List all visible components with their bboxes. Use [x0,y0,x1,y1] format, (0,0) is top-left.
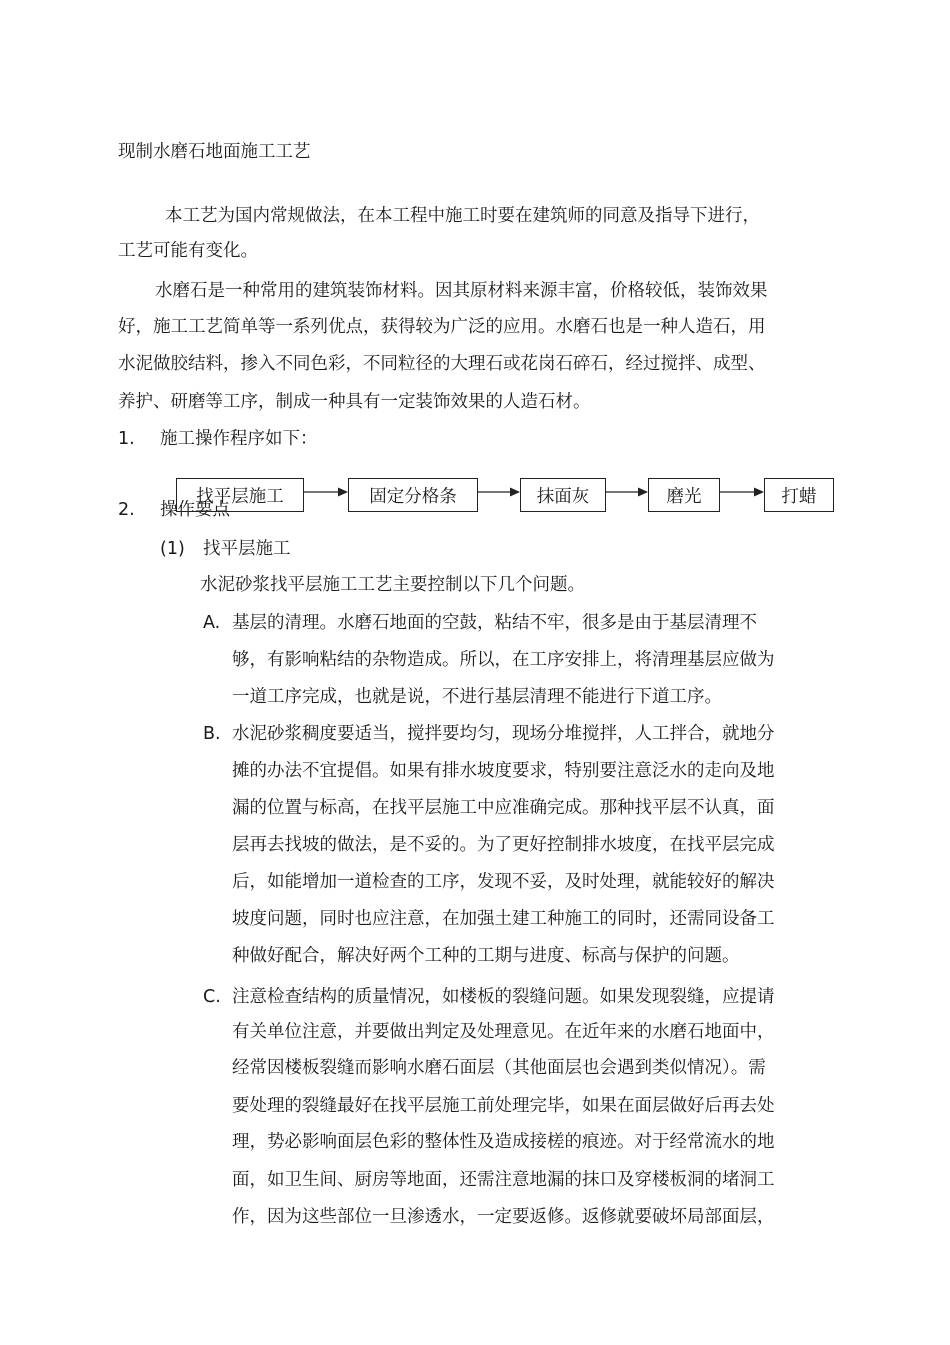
item-c-line: 注意检查结构的质量情况，如楼板的裂缝问题。如果发现裂缝，应提请 [232,987,775,1007]
item-c-line: 理，势必影响面层色彩的整体性及造成接槎的痕迹。对于经常流水的地 [232,1132,775,1152]
item-b-label: B. [203,724,221,744]
item-b-line: 种做好配合，解决好两个工种的工期与进度、标高与保护的问题。 [232,946,740,966]
flow-step-surface-plaster: 抹面灰 [520,478,606,512]
item-a-line: 够，有影响粘结的杂物造成。所以，在工序安排上，将清理基层应做为 [232,650,775,670]
item-c-line: 作，因为这些部位一旦渗透水，一定要返修。返修就要破坏局部面层， [232,1207,775,1227]
item-b-line: 坡度问题，同时也应注意，在加强土建工种施工的同时，还需同设备工 [232,909,775,929]
section-1-heading: 施工操作程序如下： [160,429,318,449]
flow-step-leveling: 找平层施工 [176,478,304,512]
para2-line-4: 养护、研磨等工序，制成一种具有一定装饰效果的人造石材。 [118,392,591,412]
flow-arrow-icon [606,484,648,500]
intro-line-1: 本工艺为国内常规做法，在本工程中施工时要在建筑师的同意及指导下进行， [165,206,760,226]
flow-arrow-icon [304,484,348,500]
item-c-line: 要处理的裂缝最好在找平层施工前处理完毕，如果在面层做好后再去处 [232,1096,775,1116]
item-a-line: 一道工序完成，也就是说，不进行基层清理不能进行下道工序。 [232,687,722,707]
flow-step-waxing: 打蜡 [764,478,834,512]
item-b-line: 水泥砂浆稠度要适当，搅拌要均匀，现场分堆搅拌，人工拌合，就地分 [232,724,775,744]
item-c-line: 面，如卫生间、厨房等地面，还需注意地漏的抹口及穿楼板洞的堵洞工 [232,1170,775,1190]
item-b-line: 摊的办法不宜提倡。如果有排水坡度要求，特别要注意泛水的走向及地 [232,761,775,781]
flow-arrow-icon [478,484,520,500]
item-b-line: 层再去找坡的做法，是不妥的。为了更好控制排水坡度，在找平层完成 [232,835,775,855]
item-b-line: 漏的位置与标高，在找平层施工中应准确完成。那种找平层不认真，面 [232,798,775,818]
para2-line-3: 水泥做胶结料，掺入不同色彩，不同粒径的大理石或花岗石碎石，经过搅拌、成型、 [118,354,766,374]
flow-step-polishing: 磨光 [648,478,720,512]
document-title: 现制水磨石地面施工工艺 [118,142,311,162]
item-c-line: 经常因楼板裂缝而影响水磨石面层（其他面层也会遇到类似情况）。需 [232,1058,766,1078]
para2-line-2: 好，施工工艺简单等一系列优点，获得较为广泛的应用。水磨石也是一种人造石，用 [118,317,766,337]
section-1-number: 1. [118,429,135,449]
item-a-line: 基层的清理。水磨石地面的空鼓，粘结不牢，很多是由于基层清理不 [232,613,757,633]
item-a-label: A. [203,613,221,633]
item-c-label: C. [203,987,221,1007]
subsection-1-intro: 水泥砂浆找平层施工工艺主要控制以下几个问题。 [200,575,585,595]
flow-step-divider-strips: 固定分格条 [348,478,478,512]
item-b-line: 后，如能增加一道检查的工序，发现不妥，及时处理，就能较好的解决 [232,872,775,892]
intro-line-2: 工艺可能有变化。 [118,241,258,261]
section-2-heading: 操作要点 [160,500,230,520]
para2-line-1: 水磨石是一种常用的建筑装饰材料。因其原材料来源丰富，价格较低，装饰效果 [155,281,768,301]
item-c-line: 有关单位注意，并要做出判定及处理意见。在近年来的水磨石地面中， [232,1022,775,1042]
section-2-number: 2. [118,500,135,520]
flow-arrow-icon [720,484,764,500]
subsection-1-number: (1) [160,539,185,559]
subsection-1-heading: 找平层施工 [203,539,291,559]
